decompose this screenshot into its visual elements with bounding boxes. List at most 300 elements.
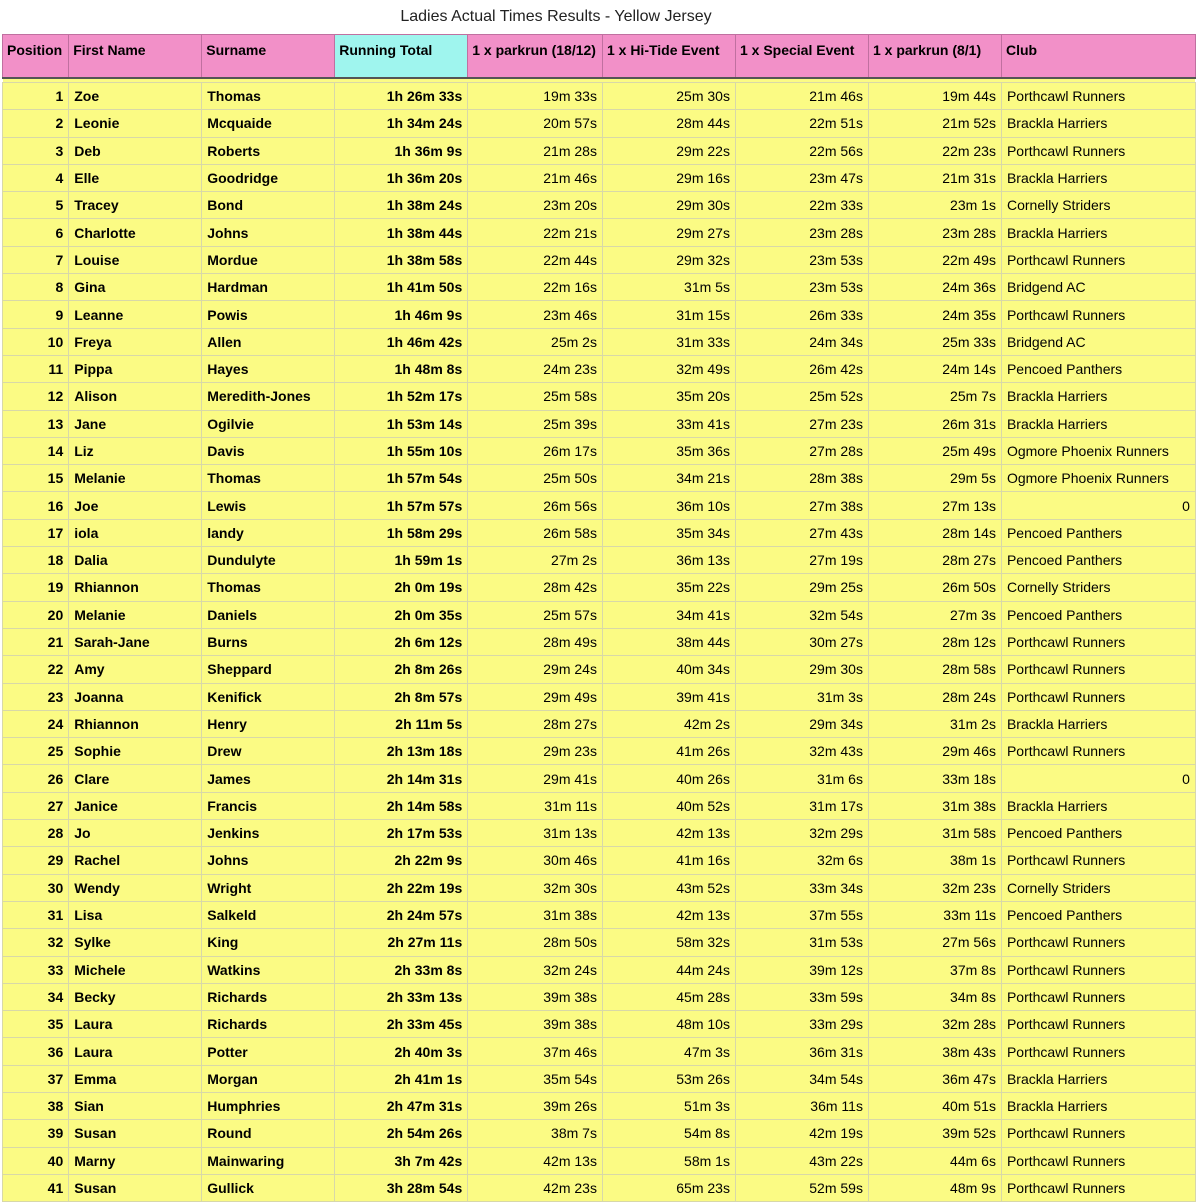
club-cell[interactable]: Porthcawl Runners (1001, 301, 1195, 328)
table-row[interactable] (3, 956, 1196, 983)
running-total-cell[interactable]: 2h 14m 31s (335, 765, 468, 792)
position-cell[interactable]: 6 (3, 219, 69, 246)
running-total-cell[interactable]: 1h 34m 24s (335, 110, 468, 137)
hi-tide-cell[interactable]: 54m 8s (602, 1120, 735, 1147)
position-cell[interactable]: 9 (3, 301, 69, 328)
special-event-cell[interactable]: 32m 6s (735, 847, 868, 874)
running-total-cell[interactable]: 2h 54m 26s (335, 1120, 468, 1147)
table-row[interactable] (3, 383, 1196, 410)
club-cell[interactable]: Bridgend AC (1001, 274, 1195, 301)
first-name-cell[interactable]: Alison (69, 383, 202, 410)
table-row[interactable] (3, 710, 1196, 737)
position-cell[interactable]: 19 (3, 574, 69, 601)
table-row[interactable] (3, 192, 1196, 219)
table-row[interactable] (3, 574, 1196, 601)
table-row[interactable] (3, 820, 1196, 847)
position-cell[interactable]: 27 (3, 792, 69, 819)
parkrun-18-12-cell[interactable]: 22m 16s (468, 274, 603, 301)
first-name-cell[interactable]: Deb (69, 137, 202, 164)
hi-tide-cell[interactable]: 28m 44s (602, 110, 735, 137)
surname-cell[interactable]: Hayes (202, 355, 335, 382)
surname-cell[interactable]: Powis (202, 301, 335, 328)
club-cell[interactable]: Brackla Harriers (1001, 410, 1195, 437)
position-cell[interactable]: 37 (3, 1065, 69, 1092)
first-name-cell[interactable]: Clare (69, 765, 202, 792)
hi-tide-cell[interactable]: 29m 32s (602, 246, 735, 273)
club-cell[interactable]: Cornelly Striders (1001, 574, 1195, 601)
club-cell[interactable]: Pencoed Panthers (1001, 901, 1195, 928)
club-cell[interactable]: Brackla Harriers (1001, 710, 1195, 737)
club-cell[interactable]: 0 (1001, 765, 1195, 792)
position-cell[interactable]: 33 (3, 956, 69, 983)
special-event-cell[interactable]: 28m 38s (735, 465, 868, 492)
parkrun-18-12-cell[interactable]: 35m 54s (468, 1065, 603, 1092)
first-name-cell[interactable]: Jane (69, 410, 202, 437)
hi-tide-cell[interactable]: 40m 52s (602, 792, 735, 819)
surname-cell[interactable]: Sheppard (202, 656, 335, 683)
special-event-cell[interactable]: 33m 34s (735, 874, 868, 901)
table-row[interactable] (3, 274, 1196, 301)
running-total-cell[interactable]: 1h 59m 1s (335, 547, 468, 574)
parkrun-8-1-cell[interactable]: 27m 13s (868, 492, 1001, 519)
parkrun-18-12-cell[interactable]: 29m 41s (468, 765, 603, 792)
parkrun-18-12-cell[interactable]: 37m 46s (468, 1038, 603, 1065)
table-row[interactable] (3, 683, 1196, 710)
table-row[interactable] (3, 1147, 1196, 1174)
special-event-cell[interactable]: 36m 31s (735, 1038, 868, 1065)
parkrun-8-1-cell[interactable]: 31m 2s (868, 710, 1001, 737)
surname-cell[interactable]: Gullick (202, 1174, 335, 1201)
parkrun-18-12-cell[interactable]: 32m 24s (468, 956, 603, 983)
running-total-cell[interactable]: 1h 36m 9s (335, 137, 468, 164)
first-name-cell[interactable]: Gina (69, 274, 202, 301)
parkrun-8-1-cell[interactable]: 28m 12s (868, 628, 1001, 655)
parkrun-8-1-cell[interactable]: 36m 47s (868, 1065, 1001, 1092)
special-event-cell[interactable]: 22m 56s (735, 137, 868, 164)
table-row[interactable] (3, 1011, 1196, 1038)
parkrun-18-12-cell[interactable]: 23m 46s (468, 301, 603, 328)
special-event-cell[interactable]: 29m 30s (735, 656, 868, 683)
surname-cell[interactable]: Johns (202, 219, 335, 246)
header-running-total[interactable]: Running Total (335, 35, 468, 79)
first-name-cell[interactable]: Wendy (69, 874, 202, 901)
parkrun-8-1-cell[interactable]: 24m 14s (868, 355, 1001, 382)
parkrun-8-1-cell[interactable]: 34m 8s (868, 983, 1001, 1010)
special-event-cell[interactable]: 29m 34s (735, 710, 868, 737)
parkrun-18-12-cell[interactable]: 28m 42s (468, 574, 603, 601)
table-row[interactable] (3, 492, 1196, 519)
running-total-cell[interactable]: 2h 40m 3s (335, 1038, 468, 1065)
club-cell[interactable]: Pencoed Panthers (1001, 547, 1195, 574)
special-event-cell[interactable]: 34m 54s (735, 1065, 868, 1092)
position-cell[interactable]: 21 (3, 628, 69, 655)
surname-cell[interactable]: Salkeld (202, 901, 335, 928)
running-total-cell[interactable]: 2h 11m 5s (335, 710, 468, 737)
hi-tide-cell[interactable]: 29m 27s (602, 219, 735, 246)
position-cell[interactable]: 18 (3, 547, 69, 574)
parkrun-8-1-cell[interactable]: 19m 44s (868, 83, 1001, 110)
hi-tide-cell[interactable]: 41m 26s (602, 738, 735, 765)
running-total-cell[interactable]: 2h 22m 9s (335, 847, 468, 874)
parkrun-18-12-cell[interactable]: 28m 27s (468, 710, 603, 737)
parkrun-18-12-cell[interactable]: 24m 23s (468, 355, 603, 382)
parkrun-18-12-cell[interactable]: 21m 46s (468, 164, 603, 191)
special-event-cell[interactable]: 23m 47s (735, 164, 868, 191)
club-cell[interactable]: Brackla Harriers (1001, 219, 1195, 246)
special-event-cell[interactable]: 32m 43s (735, 738, 868, 765)
first-name-cell[interactable]: Dalia (69, 547, 202, 574)
parkrun-8-1-cell[interactable]: 31m 58s (868, 820, 1001, 847)
first-name-cell[interactable]: Sian (69, 1092, 202, 1119)
club-cell[interactable]: Porthcawl Runners (1001, 956, 1195, 983)
parkrun-8-1-cell[interactable]: 33m 11s (868, 901, 1001, 928)
parkrun-18-12-cell[interactable]: 26m 17s (468, 437, 603, 464)
special-event-cell[interactable]: 37m 55s (735, 901, 868, 928)
position-cell[interactable]: 5 (3, 192, 69, 219)
table-row[interactable] (3, 983, 1196, 1010)
special-event-cell[interactable]: 33m 29s (735, 1011, 868, 1038)
hi-tide-cell[interactable]: 41m 16s (602, 847, 735, 874)
hi-tide-cell[interactable]: 35m 22s (602, 574, 735, 601)
surname-cell[interactable]: Humphries (202, 1092, 335, 1119)
club-cell[interactable]: Porthcawl Runners (1001, 1038, 1195, 1065)
special-event-cell[interactable]: 31m 53s (735, 929, 868, 956)
parkrun-8-1-cell[interactable]: 38m 43s (868, 1038, 1001, 1065)
special-event-cell[interactable]: 43m 22s (735, 1147, 868, 1174)
position-cell[interactable]: 32 (3, 929, 69, 956)
table-row[interactable] (3, 1174, 1196, 1201)
first-name-cell[interactable]: Louise (69, 246, 202, 273)
table-row[interactable] (3, 219, 1196, 246)
special-event-cell[interactable]: 22m 33s (735, 192, 868, 219)
surname-cell[interactable]: King (202, 929, 335, 956)
first-name-cell[interactable]: Rachel (69, 847, 202, 874)
position-cell[interactable]: 26 (3, 765, 69, 792)
position-cell[interactable]: 8 (3, 274, 69, 301)
surname-cell[interactable]: Johns (202, 847, 335, 874)
table-row[interactable] (3, 628, 1196, 655)
special-event-cell[interactable]: 23m 53s (735, 246, 868, 273)
table-row[interactable] (3, 901, 1196, 928)
first-name-cell[interactable]: Susan (69, 1174, 202, 1201)
first-name-cell[interactable]: Susan (69, 1120, 202, 1147)
club-cell[interactable]: Cornelly Striders (1001, 192, 1195, 219)
parkrun-8-1-cell[interactable]: 22m 49s (868, 246, 1001, 273)
surname-cell[interactable]: landy (202, 519, 335, 546)
hi-tide-cell[interactable]: 58m 32s (602, 929, 735, 956)
surname-cell[interactable]: Mcquaide (202, 110, 335, 137)
first-name-cell[interactable]: Charlotte (69, 219, 202, 246)
parkrun-8-1-cell[interactable]: 29m 46s (868, 738, 1001, 765)
running-total-cell[interactable]: 2h 14m 58s (335, 792, 468, 819)
hi-tide-cell[interactable]: 40m 26s (602, 765, 735, 792)
first-name-cell[interactable]: Elle (69, 164, 202, 191)
special-event-cell[interactable]: 39m 12s (735, 956, 868, 983)
position-cell[interactable]: 13 (3, 410, 69, 437)
surname-cell[interactable]: Potter (202, 1038, 335, 1065)
hi-tide-cell[interactable]: 34m 21s (602, 465, 735, 492)
first-name-cell[interactable]: Rhiannon (69, 574, 202, 601)
parkrun-18-12-cell[interactable]: 29m 49s (468, 683, 603, 710)
running-total-cell[interactable]: 2h 13m 18s (335, 738, 468, 765)
parkrun-18-12-cell[interactable]: 26m 58s (468, 519, 603, 546)
surname-cell[interactable]: Henry (202, 710, 335, 737)
first-name-cell[interactable]: Leanne (69, 301, 202, 328)
club-cell[interactable]: Pencoed Panthers (1001, 355, 1195, 382)
hi-tide-cell[interactable]: 36m 13s (602, 547, 735, 574)
running-total-cell[interactable]: 2h 33m 13s (335, 983, 468, 1010)
hi-tide-cell[interactable]: 47m 3s (602, 1038, 735, 1065)
hi-tide-cell[interactable]: 35m 36s (602, 437, 735, 464)
table-row[interactable] (3, 547, 1196, 574)
running-total-cell[interactable]: 1h 26m 33s (335, 83, 468, 110)
position-cell[interactable]: 1 (3, 83, 69, 110)
club-cell[interactable]: Porthcawl Runners (1001, 929, 1195, 956)
parkrun-8-1-cell[interactable]: 29m 5s (868, 465, 1001, 492)
parkrun-18-12-cell[interactable]: 21m 28s (468, 137, 603, 164)
header-parkrun-18-12[interactable]: 1 x parkrun (18/12) (468, 35, 603, 79)
surname-cell[interactable]: Richards (202, 983, 335, 1010)
first-name-cell[interactable]: iola (69, 519, 202, 546)
parkrun-8-1-cell[interactable]: 39m 52s (868, 1120, 1001, 1147)
position-cell[interactable]: 12 (3, 383, 69, 410)
surname-cell[interactable]: Daniels (202, 601, 335, 628)
parkrun-18-12-cell[interactable]: 31m 13s (468, 820, 603, 847)
first-name-cell[interactable]: Michele (69, 956, 202, 983)
special-event-cell[interactable]: 26m 42s (735, 355, 868, 382)
hi-tide-cell[interactable]: 34m 41s (602, 601, 735, 628)
special-event-cell[interactable]: 36m 11s (735, 1092, 868, 1119)
first-name-cell[interactable]: Melanie (69, 465, 202, 492)
first-name-cell[interactable]: Freya (69, 328, 202, 355)
hi-tide-cell[interactable]: 48m 10s (602, 1011, 735, 1038)
table-row[interactable] (3, 792, 1196, 819)
club-cell[interactable]: Porthcawl Runners (1001, 1120, 1195, 1147)
table-row[interactable] (3, 246, 1196, 273)
hi-tide-cell[interactable]: 31m 33s (602, 328, 735, 355)
running-total-cell[interactable]: 2h 47m 31s (335, 1092, 468, 1119)
header-club[interactable]: Club (1001, 35, 1195, 79)
special-event-cell[interactable]: 42m 19s (735, 1120, 868, 1147)
table-row[interactable] (3, 328, 1196, 355)
special-event-cell[interactable]: 31m 17s (735, 792, 868, 819)
running-total-cell[interactable]: 2h 17m 53s (335, 820, 468, 847)
hi-tide-cell[interactable]: 31m 5s (602, 274, 735, 301)
parkrun-8-1-cell[interactable]: 24m 36s (868, 274, 1001, 301)
header-parkrun-8-1[interactable]: 1 x parkrun (8/1) (868, 35, 1001, 79)
running-total-cell[interactable]: 1h 57m 57s (335, 492, 468, 519)
position-cell[interactable]: 25 (3, 738, 69, 765)
hi-tide-cell[interactable]: 39m 41s (602, 683, 735, 710)
surname-cell[interactable]: Watkins (202, 956, 335, 983)
parkrun-8-1-cell[interactable]: 21m 31s (868, 164, 1001, 191)
club-cell[interactable]: 0 (1001, 492, 1195, 519)
club-cell[interactable]: Porthcawl Runners (1001, 683, 1195, 710)
position-cell[interactable]: 41 (3, 1174, 69, 1201)
parkrun-18-12-cell[interactable]: 26m 56s (468, 492, 603, 519)
special-event-cell[interactable]: 31m 3s (735, 683, 868, 710)
special-event-cell[interactable]: 33m 59s (735, 983, 868, 1010)
parkrun-18-12-cell[interactable]: 39m 38s (468, 1011, 603, 1038)
position-cell[interactable]: 22 (3, 656, 69, 683)
position-cell[interactable]: 23 (3, 683, 69, 710)
parkrun-8-1-cell[interactable]: 33m 18s (868, 765, 1001, 792)
parkrun-8-1-cell[interactable]: 25m 33s (868, 328, 1001, 355)
first-name-cell[interactable]: Laura (69, 1011, 202, 1038)
parkrun-18-12-cell[interactable]: 29m 24s (468, 656, 603, 683)
parkrun-8-1-cell[interactable]: 31m 38s (868, 792, 1001, 819)
parkrun-8-1-cell[interactable]: 32m 28s (868, 1011, 1001, 1038)
position-cell[interactable]: 38 (3, 1092, 69, 1119)
hi-tide-cell[interactable]: 38m 44s (602, 628, 735, 655)
hi-tide-cell[interactable]: 29m 16s (602, 164, 735, 191)
position-cell[interactable]: 40 (3, 1147, 69, 1174)
position-cell[interactable]: 16 (3, 492, 69, 519)
parkrun-18-12-cell[interactable]: 27m 2s (468, 547, 603, 574)
club-cell[interactable]: Porthcawl Runners (1001, 137, 1195, 164)
running-total-cell[interactable]: 1h 41m 50s (335, 274, 468, 301)
special-event-cell[interactable]: 22m 51s (735, 110, 868, 137)
surname-cell[interactable]: Dundulyte (202, 547, 335, 574)
running-total-cell[interactable]: 1h 58m 29s (335, 519, 468, 546)
club-cell[interactable]: Ogmore Phoenix Runners (1001, 437, 1195, 464)
parkrun-8-1-cell[interactable]: 25m 49s (868, 437, 1001, 464)
parkrun-18-12-cell[interactable]: 28m 49s (468, 628, 603, 655)
parkrun-8-1-cell[interactable]: 37m 8s (868, 956, 1001, 983)
hi-tide-cell[interactable]: 32m 49s (602, 355, 735, 382)
surname-cell[interactable]: James (202, 765, 335, 792)
position-cell[interactable]: 11 (3, 355, 69, 382)
running-total-cell[interactable]: 2h 0m 19s (335, 574, 468, 601)
running-total-cell[interactable]: 2h 8m 26s (335, 656, 468, 683)
position-cell[interactable]: 2 (3, 110, 69, 137)
surname-cell[interactable]: Richards (202, 1011, 335, 1038)
hi-tide-cell[interactable]: 35m 34s (602, 519, 735, 546)
hi-tide-cell[interactable]: 42m 13s (602, 820, 735, 847)
club-cell[interactable]: Brackla Harriers (1001, 383, 1195, 410)
position-cell[interactable]: 4 (3, 164, 69, 191)
surname-cell[interactable]: Ogilvie (202, 410, 335, 437)
running-total-cell[interactable]: 1h 38m 24s (335, 192, 468, 219)
surname-cell[interactable]: Meredith-Jones (202, 383, 335, 410)
hi-tide-cell[interactable]: 31m 15s (602, 301, 735, 328)
first-name-cell[interactable]: Emma (69, 1065, 202, 1092)
club-cell[interactable]: Porthcawl Runners (1001, 1011, 1195, 1038)
club-cell[interactable]: Porthcawl Runners (1001, 847, 1195, 874)
parkrun-18-12-cell[interactable]: 25m 50s (468, 465, 603, 492)
special-event-cell[interactable]: 26m 33s (735, 301, 868, 328)
parkrun-8-1-cell[interactable]: 48m 9s (868, 1174, 1001, 1201)
first-name-cell[interactable]: Joanna (69, 683, 202, 710)
special-event-cell[interactable]: 23m 53s (735, 274, 868, 301)
table-row[interactable] (3, 355, 1196, 382)
club-cell[interactable]: Pencoed Panthers (1001, 601, 1195, 628)
special-event-cell[interactable]: 31m 6s (735, 765, 868, 792)
position-cell[interactable]: 29 (3, 847, 69, 874)
running-total-cell[interactable]: 3h 28m 54s (335, 1174, 468, 1201)
club-cell[interactable]: Bridgend AC (1001, 328, 1195, 355)
table-row[interactable] (3, 1038, 1196, 1065)
position-cell[interactable]: 10 (3, 328, 69, 355)
first-name-cell[interactable]: Leonie (69, 110, 202, 137)
running-total-cell[interactable]: 2h 22m 19s (335, 874, 468, 901)
surname-cell[interactable]: Drew (202, 738, 335, 765)
special-event-cell[interactable]: 27m 38s (735, 492, 868, 519)
first-name-cell[interactable]: Amy (69, 656, 202, 683)
table-row[interactable] (3, 137, 1196, 164)
hi-tide-cell[interactable]: 25m 30s (602, 83, 735, 110)
parkrun-8-1-cell[interactable]: 40m 51s (868, 1092, 1001, 1119)
parkrun-18-12-cell[interactable]: 20m 57s (468, 110, 603, 137)
running-total-cell[interactable]: 2h 24m 57s (335, 901, 468, 928)
table-row[interactable] (3, 465, 1196, 492)
club-cell[interactable]: Porthcawl Runners (1001, 246, 1195, 273)
running-total-cell[interactable]: 1h 52m 17s (335, 383, 468, 410)
club-cell[interactable]: Porthcawl Runners (1001, 628, 1195, 655)
position-cell[interactable]: 31 (3, 901, 69, 928)
running-total-cell[interactable]: 1h 48m 8s (335, 355, 468, 382)
surname-cell[interactable]: Burns (202, 628, 335, 655)
position-cell[interactable]: 17 (3, 519, 69, 546)
hi-tide-cell[interactable]: 42m 13s (602, 901, 735, 928)
position-cell[interactable]: 30 (3, 874, 69, 901)
special-event-cell[interactable]: 27m 28s (735, 437, 868, 464)
table-row[interactable] (3, 110, 1196, 137)
header-first-name[interactable]: First Name (69, 35, 202, 79)
special-event-cell[interactable]: 32m 54s (735, 601, 868, 628)
club-cell[interactable]: Porthcawl Runners (1001, 1174, 1195, 1201)
club-cell[interactable]: Ogmore Phoenix Runners (1001, 465, 1195, 492)
parkrun-8-1-cell[interactable]: 28m 24s (868, 683, 1001, 710)
special-event-cell[interactable]: 23m 28s (735, 219, 868, 246)
parkrun-18-12-cell[interactable]: 31m 38s (468, 901, 603, 928)
parkrun-18-12-cell[interactable]: 39m 38s (468, 983, 603, 1010)
parkrun-18-12-cell[interactable]: 23m 20s (468, 192, 603, 219)
parkrun-8-1-cell[interactable]: 23m 28s (868, 219, 1001, 246)
parkrun-8-1-cell[interactable]: 38m 1s (868, 847, 1001, 874)
surname-cell[interactable]: Hardman (202, 274, 335, 301)
special-event-cell[interactable]: 32m 29s (735, 820, 868, 847)
table-row[interactable] (3, 738, 1196, 765)
surname-cell[interactable]: Wright (202, 874, 335, 901)
first-name-cell[interactable]: Jo (69, 820, 202, 847)
parkrun-18-12-cell[interactable]: 32m 30s (468, 874, 603, 901)
parkrun-8-1-cell[interactable]: 26m 50s (868, 574, 1001, 601)
parkrun-18-12-cell[interactable]: 39m 26s (468, 1092, 603, 1119)
table-row[interactable] (3, 929, 1196, 956)
special-event-cell[interactable]: 27m 23s (735, 410, 868, 437)
parkrun-18-12-cell[interactable]: 22m 44s (468, 246, 603, 273)
table-row[interactable] (3, 847, 1196, 874)
first-name-cell[interactable]: Sophie (69, 738, 202, 765)
hi-tide-cell[interactable]: 36m 10s (602, 492, 735, 519)
parkrun-8-1-cell[interactable]: 27m 3s (868, 601, 1001, 628)
hi-tide-cell[interactable]: 53m 26s (602, 1065, 735, 1092)
surname-cell[interactable]: Roberts (202, 137, 335, 164)
surname-cell[interactable]: Round (202, 1120, 335, 1147)
first-name-cell[interactable]: Zoe (69, 83, 202, 110)
hi-tide-cell[interactable]: 29m 30s (602, 192, 735, 219)
parkrun-8-1-cell[interactable]: 28m 58s (868, 656, 1001, 683)
club-cell[interactable]: Pencoed Panthers (1001, 519, 1195, 546)
table-row[interactable] (3, 874, 1196, 901)
parkrun-18-12-cell[interactable]: 25m 58s (468, 383, 603, 410)
table-row[interactable] (3, 437, 1196, 464)
running-total-cell[interactable]: 3h 7m 42s (335, 1147, 468, 1174)
header-surname[interactable]: Surname (202, 35, 335, 79)
club-cell[interactable]: Brackla Harriers (1001, 1092, 1195, 1119)
parkrun-18-12-cell[interactable]: 25m 57s (468, 601, 603, 628)
